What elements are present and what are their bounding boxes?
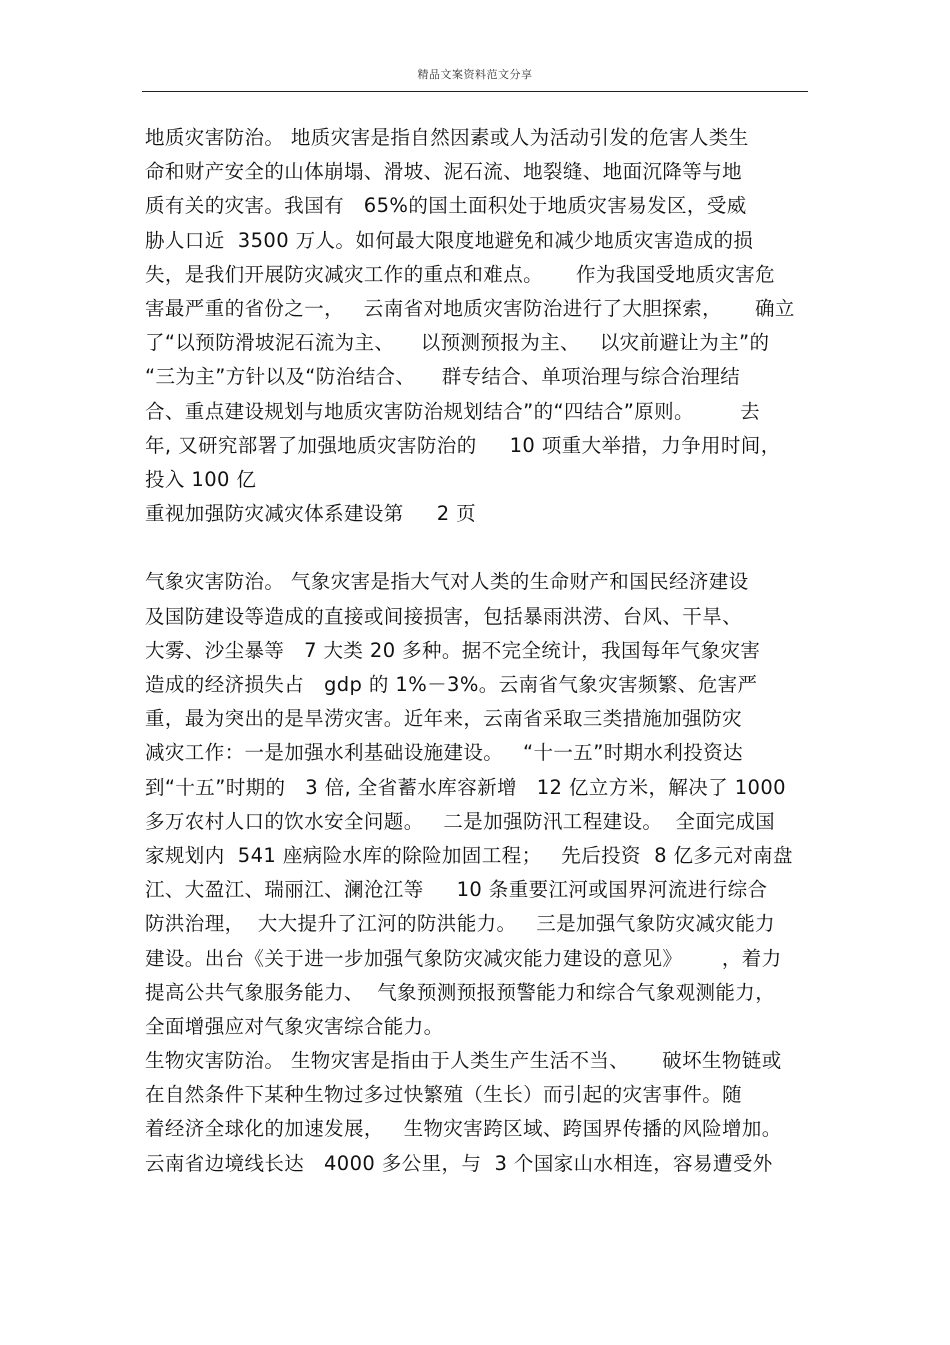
text-line: 胁人口近 3500 万人。如何最大限度地避免和减少地质灾害造成的损 (145, 228, 754, 252)
text-line: 害最严重的省份之一， 云南省对地质灾害防治进行了大胆探索， 确立 (145, 296, 795, 320)
text-line: 气象灾害防治。 气象灾害是指大气对人类的生命财产和国民经济建设 (145, 570, 749, 594)
text-line: 减灾工作：一是加强水利基础设施建设。 “十一五”时期水利投资达 (145, 741, 744, 765)
text-line: 云南省边境线长达 4000 多公里，与 3 个国家山水相连，容易遭受外 (145, 1151, 773, 1175)
section-spacer (145, 531, 815, 565)
text-line: 生物灾害防治。 生物灾害是指由于人类生产生活不当、 破坏生物链或 (145, 1049, 782, 1073)
text-line: 了“以预防滑坡泥石流为主、 以预测预报为主、 以灾前避让为主”的 (145, 331, 770, 355)
page-reference-line: 重视加强防灾减灾体系建设第 2 页 (145, 502, 476, 526)
page-header: 精品文案资料范文分享 (417, 68, 533, 81)
header-divider (142, 91, 808, 92)
section-meteorological-biological-disaster (145, 565, 815, 1180)
text-line: 建设。出台《关于进一步加强气象防灾减灾能力建设的意见》 ，着力 (145, 946, 782, 970)
text-line: “三为主”方针以及“防治结合、 群专结合、单项治理与综合治理结 (145, 365, 741, 389)
text-line: 防洪治理， 大大提升了江河的防洪能力。 三是加强气象防灾减灾能力 (145, 912, 775, 936)
text-line: 在自然条件下某种生物过多过快繁殖（生长）而引起的灾害事件。随 (145, 1083, 743, 1107)
text-line: 多万农村人口的饮水安全问题。 二是加强防汛工程建设。 全面完成国 (145, 809, 775, 833)
text-line: 大雾、沙尘暴等 7 大类 20 多种。据不完全统计，我国每年气象灾害 (145, 638, 761, 662)
text-line: 地质灾害防治。 地质灾害是指自然因素或人为活动引发的危害人类生 (145, 126, 749, 149)
text-line: 提高公共气象服务能力、 气象预测预报预警能力和综合气象观测能力， (145, 980, 776, 1004)
text-line: 江、大盈江、瑞丽江、澜沧江等 10 条重要江河或国界河流进行综合 (145, 878, 768, 902)
document-body (145, 121, 815, 1181)
text-line: 失，是我们开展防灾减灾工作的重点和难点。 作为我国受地质灾害危 (145, 262, 775, 286)
text-line: 重，最为突出的是旱涝灾害。近年来，云南省采取三类措施加强防灾 (145, 707, 743, 731)
text-line: 年, 又研究部署了加强地质灾害防治的 10 项重大举措，力争用时间， (145, 433, 781, 457)
text-line: 家规划内 541 座病险水库的除险加固工程； 先后投资 8 亿多元对南盘 (145, 843, 793, 867)
text-line: 质有关的灾害。我国有 65%的国土面积处于地质灾害易发区，受威 (145, 194, 747, 218)
text-line: 合、重点建设规划与地质灾害防治规划结合”的“四结合”原则。 去 (145, 399, 760, 423)
section-geological-disaster (145, 121, 815, 531)
text-line: 投入 100 亿 (145, 467, 257, 491)
text-line: 到“十五”时期的 3 倍, 全省蓄水库容新增 12 亿立方米，解决了 1000 (145, 775, 786, 799)
text-line: 全面增强应对气象灾害综合能力。 (145, 1014, 444, 1038)
text-line: 及国防建设等造成的直接或间接损害，包括暴雨洪涝、台风、干旱、 (145, 604, 743, 628)
text-line: 命和财产安全的山体崩塌、滑坡、泥石流、地裂缝、地面沉降等与地 (145, 160, 743, 184)
text-line: 着经济全球化的加速发展， 生物灾害跨区域、跨国界传播的风险增加。 (145, 1117, 782, 1141)
text-line: 造成的经济损失占 gdp 的 1%－3%。云南省气象灾害频繁、危害严 (145, 673, 758, 696)
